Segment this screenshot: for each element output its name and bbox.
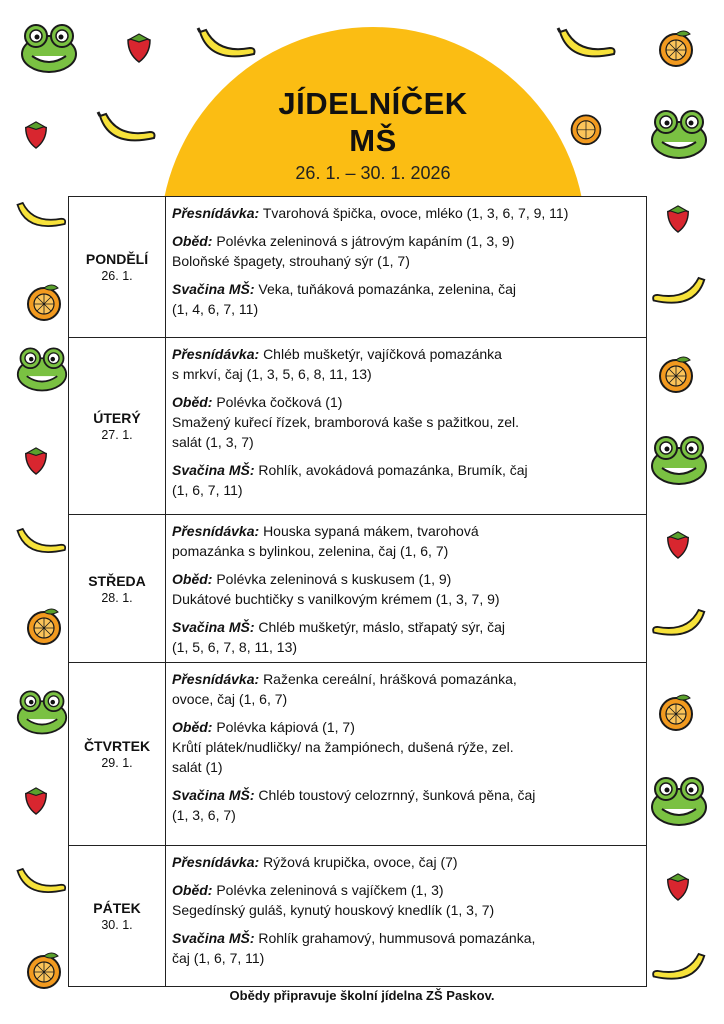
day-date: 30. 1. [101,918,133,932]
meal-label: Svačina MŠ: [172,930,255,946]
meal-text: Tvarohová špička, ovoce, mléko (1, 3, 6, 7, 9, 11) [262,205,569,221]
banana-icon [648,948,708,990]
meals-cell [166,197,647,338]
meal-line [172,480,640,500]
banana-icon [196,24,260,68]
date-range: 26. 1. – 30. 1. 2026 [295,163,451,183]
meal-snack [172,460,640,500]
meal-line [172,251,640,271]
meal-text: Polévka zeleninová s vajíčkem (1, 3) [216,882,444,898]
day-cell [69,338,166,515]
meal-text: Smažený kuřecí řízek, bramborová kaše s pažitkou, zel. [172,414,520,430]
orange-icon [24,282,64,322]
frog-icon [650,775,708,827]
meal-lunch [172,717,640,777]
meal-text: Rýžová krupička, ovoce, čaj (7) [263,854,458,870]
meal-line [172,432,640,452]
meals-cell [166,846,647,987]
page-subtitle: MŠ [349,123,397,158]
meal-breakfast [172,521,640,561]
meal-text: Dukátové buchtičky s vanilkovým krémem (1, 3, 7, 9) [172,591,500,607]
banana-icon [556,24,620,68]
meal-label: Oběd: [172,571,213,587]
meals-cell [166,515,647,663]
meal-snack [172,928,640,968]
strawberry-icon [22,446,50,476]
day-date: 26. 1. [101,269,133,283]
meal-line [172,392,640,412]
meal-snack [172,279,640,319]
meal-label: Přesnídávka: [172,205,260,221]
meal-line [172,689,640,709]
meal-line [172,231,640,251]
banana-icon [14,862,70,904]
meal-text: pomazánka s bylinkou, zelenina, čaj (1, 6, 7) [172,543,449,559]
meal-text: Polévka kápiová (1, 7) [216,719,355,735]
page-title: JÍDELNÍČEK [278,86,468,121]
meal-text: Polévka čočková (1) [216,394,343,410]
meal-breakfast [172,203,640,223]
meal-lunch [172,569,640,609]
meal-line [172,364,640,384]
meal-breakfast [172,852,640,872]
frog-icon [650,434,708,486]
day-row [69,338,647,515]
meal-text: salát (1, 3, 7) [172,434,254,450]
meal-text: ovoce, čaj (1, 6, 7) [172,691,288,707]
strawberry-icon [124,32,154,64]
meal-text: s mrkví, čaj (1, 3, 5, 6, 8, 11, 13) [172,366,372,382]
meal-line [172,737,640,757]
meal-line [172,805,640,825]
banana-icon [14,522,70,564]
meal-text: (1, 6, 7, 11) [172,482,243,498]
meal-line [172,299,640,319]
day-name: ÚTERÝ [93,410,141,426]
meal-line [172,852,640,872]
meal-line [172,948,640,968]
meal-line [172,569,640,589]
meal-text: Rohlík grahamový, hummusová pomazánka, [258,930,536,946]
strawberry-icon [664,530,692,560]
meal-line [172,541,640,561]
frog-icon [16,688,68,736]
meal-text: Chléb mušketýr, vajíčková pomazánka [263,346,502,362]
meal-line [172,785,640,805]
orange-icon [656,28,696,68]
banana-icon [96,108,160,152]
meal-line [172,412,640,432]
banana-icon [648,272,708,314]
meal-label: Přesnídávka: [172,346,260,362]
day-cell [69,663,166,846]
meal-breakfast [172,344,640,384]
meal-snack [172,617,640,657]
meal-text: Krůtí plátek/nudličky/ na žampiónech, dušená rýže, zel. [172,739,514,755]
meal-label: Svačina MŠ: [172,462,255,478]
meal-snack [172,785,640,825]
strawberry-icon [664,872,692,902]
day-row [69,515,647,663]
frog-icon [650,108,708,160]
orange-icon [656,354,696,394]
meal-label: Oběd: [172,882,213,898]
meal-line [172,880,640,900]
banana-icon [14,196,70,238]
meal-breakfast [172,669,640,709]
meal-label: Přesnídávka: [172,523,260,539]
meal-lunch [172,392,640,452]
meal-text: Boloňské špagety, strouhaný sýr (1, 7) [172,253,410,269]
meal-label: Oběd: [172,233,213,249]
meal-text: Segedínský guláš, kynutý houskový knedlík (1, 3, 7) [172,902,495,918]
meal-label: Oběd: [172,394,213,410]
meal-label: Svačina MŠ: [172,787,255,803]
strawberry-icon [664,204,692,234]
meal-label: Oběd: [172,719,213,735]
meals-cell [166,663,647,846]
meal-line [172,617,640,637]
frog-icon [20,22,78,74]
meal-text: Raženka cereální, hrášková pomazánka, [263,671,517,687]
meal-text: Rohlík, avokádová pomazánka, Brumík, čaj [258,462,528,478]
meal-line [172,669,640,689]
meal-text: Polévka zeleninová s kuskusem (1, 9) [216,571,452,587]
meal-label: Svačina MŠ: [172,619,255,635]
meal-line [172,589,640,609]
meal-lunch [172,880,640,920]
banana-icon [648,604,708,646]
meal-line [172,203,640,223]
day-date: 27. 1. [101,428,133,442]
day-name: PÁTEK [93,900,141,916]
meal-label: Přesnídávka: [172,854,260,870]
day-row [69,663,647,846]
strawberry-icon [22,120,50,150]
day-date: 28. 1. [101,590,133,605]
meal-line [172,900,640,920]
meal-line [172,344,640,364]
meal-line [172,757,640,777]
meal-text: (1, 4, 6, 7, 11) [172,301,259,317]
day-cell [69,197,166,338]
meal-line [172,637,640,657]
meal-text: (1, 3, 6, 7) [172,807,236,823]
strawberry-icon [22,786,50,816]
orange-icon [656,692,696,732]
day-name: ČTVRTEK [83,738,151,754]
meal-text: Veka, tuňáková pomazánka, zelenina, čaj [258,281,516,297]
meal-label: Svačina MŠ: [172,281,255,297]
day-date: 29. 1. [101,756,133,770]
day-cell [69,846,166,987]
meal-text: Chléb toustový celozrnný, šunková pěna, čaj [258,787,536,803]
orange-icon [24,606,64,646]
meal-line [172,717,640,737]
meal-line [172,928,640,948]
day-row [69,197,647,338]
meal-label: Přesnídávka: [172,671,260,687]
meal-line [172,460,640,480]
day-name: PONDĚLÍ [85,251,149,267]
meal-text: Polévka zeleninová s játrovým kapáním (1, 3, 9) [216,233,515,249]
footer-note: Obědy připravuje školní jídelna ZŠ Paskov. [229,988,495,1003]
day-name: STŘEDA [88,572,146,589]
meal-text: Chléb mušketýr, máslo, střapatý sýr, čaj [258,619,506,635]
day-cell [69,515,166,663]
frog-icon [16,345,68,393]
meal-text: salát (1) [172,759,223,775]
day-row [69,846,647,987]
menu-table [68,196,647,987]
orange-icon [24,950,64,990]
meal-text: (1, 5, 6, 7, 8, 11, 13) [172,639,298,655]
meals-cell [166,338,647,515]
meal-text: Houska sypaná mákem, tvarohová [263,523,479,539]
meal-lunch [172,231,640,271]
meal-text: čaj (1, 6, 7, 11) [172,950,265,966]
meal-line [172,279,640,299]
meal-line [172,521,640,541]
